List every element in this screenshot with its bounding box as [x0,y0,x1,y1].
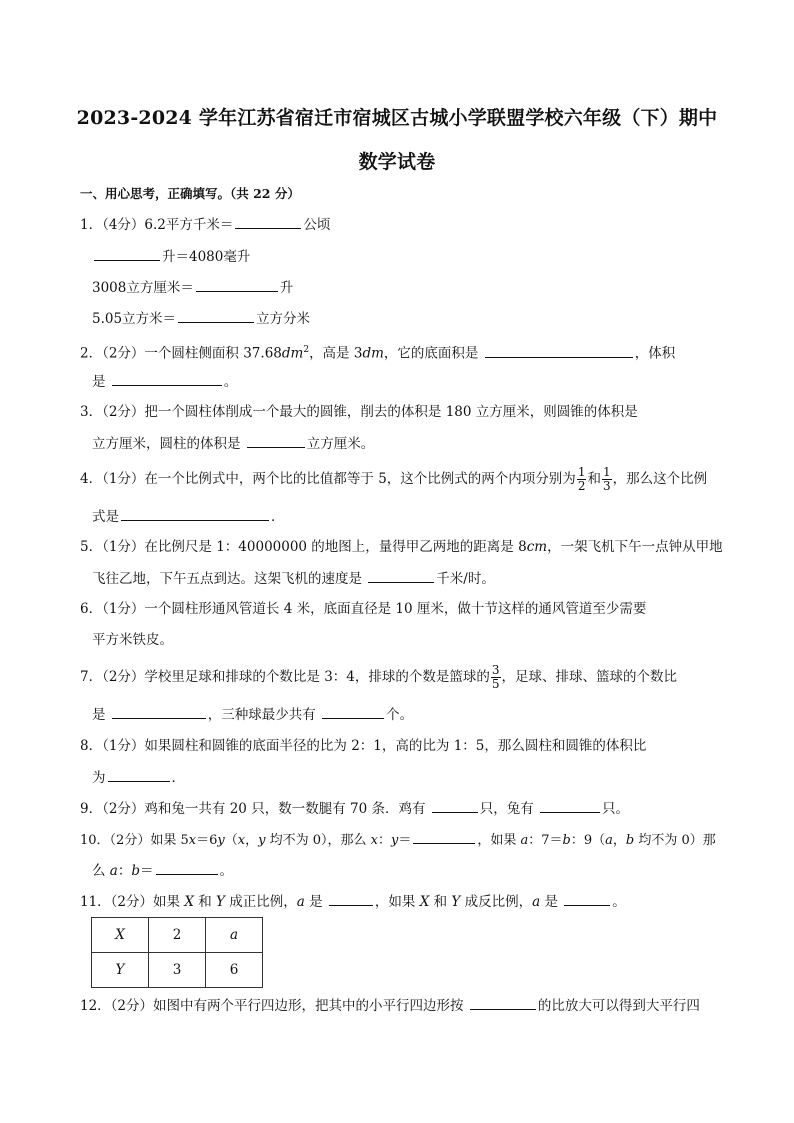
question-3-line1: 3．（2分）把一个圆柱体削成一个最大的圆锥，削去的体积是 180 立方厘米，则圆锥的体积是 [80,404,638,420]
q10-text-j: ：9（ [570,833,606,848]
q10-text-g: ＝ [398,833,412,848]
q10-text-f: ： [377,833,391,848]
question-4-line2 [92,506,285,527]
q12-text-b: 的比放大可以得到大平行四 [537,998,700,1014]
q11-text-g: 成反比例， [460,894,533,910]
q10-var-b: b [562,833,571,848]
q9-text-b: 只，兔有 [479,801,534,817]
table-row [92,953,263,988]
q1-text-e: 升 [279,280,294,296]
q2-text-b: ，高是 3 [309,345,363,362]
table-cell: Y [92,953,149,988]
table-cell: 3 [149,953,206,988]
q11-text-i: 。 [612,894,626,910]
q10-var-b3: b [131,863,141,879]
q4-text-d: ． [271,509,285,525]
q2-text-f: 。 [223,374,238,390]
q11-blank-2[interactable] [564,891,610,906]
q10-text-d: ， [245,833,259,848]
q1-blank-3[interactable] [196,277,278,292]
table-cell: 2 [149,918,206,953]
q1-blank-1[interactable] [235,214,301,229]
question-8-line1: 8．（1分）如果圆柱和圆锥的底面半径的比为 2：1，高的比为 1：5，那么圆柱和圆锥的体积比 [80,738,647,754]
q4-blank[interactable] [121,506,269,521]
q11-text-a: 11．（2分）如果 [80,894,185,910]
q3-text-b: 立方厘米，圆柱的体积是 [92,436,241,452]
q4-text-c: 式是 [92,509,119,525]
q4-text-b: ，那么这个比例 [612,471,708,487]
section-heading-1: 一、用心思考，正确填写。（共 22 分） [80,186,300,201]
q11-text-e: ，如果 [374,894,420,910]
q2-unit-dm-2: dm [362,345,384,362]
q7-blank-2[interactable] [322,704,384,719]
q10-var-x2: x [237,833,246,848]
q10-text-c: （ [224,833,238,848]
q10-var-a2: a [605,833,613,848]
q5-text-c: 飞往乙地，下午五点到达。这架飞机的速度是 [92,571,362,587]
q1-text-b: 公顷 [303,217,331,233]
q12-blank[interactable] [470,995,536,1010]
q11-var-X2: X [419,894,430,910]
q8-text-b: 为 [92,770,106,786]
q9-blank-1[interactable] [432,798,478,813]
q2-text-c: ，它的底面积是 [383,345,479,362]
q9-blank-2[interactable] [540,798,600,813]
q3-blank[interactable] [247,433,305,448]
q5-blank[interactable] [368,568,434,583]
q10-text-e: 均不为 0），那么 [265,833,371,848]
q11-var-Y: Y [216,894,225,910]
q5-text-a: 5．（1分）在比例尺是 1：40000000 的地图上，量得甲乙两地的距离是 8 [80,539,527,555]
q10-blank-2[interactable] [156,860,218,875]
q11-var-X: X [184,894,194,910]
question-6-line1: 6．（1分）一个圆柱形通风管道长 4 米，底面直径是 10 厘米，做十节这样的通风管道至少需要 [80,601,647,617]
q10-text-i: ：7＝ [528,833,563,848]
table-row [92,918,263,953]
exam-title-line2: 数学试卷 [358,151,436,173]
q1-text-c: 升＝4080毫升 [162,249,251,265]
table-cell: a [206,918,263,953]
q11-text-c: 成正比例， [224,894,297,910]
q1-text-a: 1．（4分）6.2平方千米＝ [80,217,234,233]
q11-var-a: a [296,894,305,910]
q11-text-f: 和 [429,894,452,910]
question-10-line2 [92,860,233,881]
q5-text-d: 千米/时。 [436,571,495,587]
question-5-line1 [80,537,723,557]
q10-text-h: ，如果 [477,833,521,848]
q9-text-c: 只。 [602,801,630,817]
q10-var-x: x [188,833,197,848]
q10-text-l: 均不为 0）那 [634,833,716,848]
question-12-line1 [80,995,700,1016]
q4-fraction-1: $\frac{1}{2}$ [577,465,586,493]
q11-table [91,917,263,988]
q2-text-a: 2．（2分）一个圆柱侧面积 37.68 [80,345,282,362]
q1-text-f: 5.05立方米＝ [92,311,177,327]
q7-text-c: 是 [92,707,106,723]
q4-fraction-2: $\frac{1}{3}$ [602,465,611,493]
q11-text-b: 和 [193,894,217,910]
question-6-line2: 平方米铁皮。 [92,632,173,648]
q11-var-a2: a [532,894,541,910]
table-cell: X [92,918,149,953]
q3-text-c: 立方厘米。 [306,436,375,452]
question-4-line1 [80,466,707,493]
q8-blank[interactable] [108,767,170,782]
q10-var-a3: a [109,863,118,879]
question-7-line1 [80,664,677,691]
q5-text-b: ，一架飞机下午一点钟从甲地 [547,539,723,555]
q8-text-c: ． [171,770,185,786]
q10-var-y: y [217,833,225,848]
q7-text-d: ，三种球最少共有 [207,707,316,723]
q10-blank-1[interactable] [413,829,475,844]
q10-text-n: ： [117,863,132,879]
q10-var-y2: y [258,833,266,848]
question-3-line2 [92,433,374,454]
q7-text-a: 7．（2分）学校里足球和排球的个数比是 3：4，排球的个数是篮球的 [80,669,490,685]
question-1-line3 [92,277,293,298]
q2-unit-sup: 2 [303,345,310,355]
q2-unit-dm: dm [281,345,304,362]
q7-blank-1[interactable] [112,704,206,719]
question-2-line2 [92,371,237,392]
q1-text-g: 立方分米 [256,311,311,327]
q2-text-d: ，体积 [634,345,676,362]
question-11-line1 [80,891,626,912]
q7-text-b: ，足球、排球、篮球的个数比 [501,669,678,685]
q11-text-h: 是 [540,894,558,910]
q1-blank-4[interactable] [178,308,254,323]
q10-text-a: 10．（2分）如果 5 [80,833,189,848]
q11-text-d: 是 [304,894,323,910]
question-1-line1 [80,214,330,235]
exam-title-line1: 2023-2024 学年江苏省宿迁市宿城区古城小学联盟学校六年级（下）期中 [76,107,718,129]
question-1-line2 [92,246,250,267]
q9-text-a: 9．（2分）鸡和兔一共有 20 只，数一数腿有 70 条．鸡有 [80,801,426,817]
question-1-line4 [92,308,310,329]
question-10-line1 [80,829,716,851]
q5-unit-cm: cm [526,539,548,555]
q10-var-a: a [520,833,529,848]
q10-text-m: 么 [92,863,110,879]
table-cell: 6 [206,953,263,988]
q11-blank-1[interactable] [329,891,373,906]
question-8-line2 [92,767,185,788]
q1-blank-2[interactable] [94,246,160,261]
q10-text-b: ＝6 [196,833,218,848]
q10-text-p: 。 [219,863,234,879]
q10-text-k: ， [612,833,626,848]
question-7-line2 [92,704,413,725]
q4-text-and: 和 [587,471,601,487]
q10-var-y3: y [390,833,399,848]
q7-text-e: 个。 [386,707,414,723]
q12-text-a: 12．（2分）如图中有两个平行四边形，把其中的小平行四边形按 [80,998,464,1014]
q2-blank-2[interactable] [112,371,222,386]
q10-var-b2: b [625,833,635,848]
q10-text-o: ＝ [140,863,154,879]
question-5-line2 [92,568,495,589]
question-2-line1 [80,340,675,364]
q10-var-x3: x [370,833,378,848]
q2-blank-1[interactable] [485,343,633,358]
q1-text-d: 3008立方厘米＝ [92,280,194,296]
q7-fraction: $\frac{3}{5}$ [491,663,500,691]
q11-var-Y2: Y [451,894,461,910]
q2-text-e: 是 [92,374,106,390]
q4-text-a: 4．（1分）在一个比例式中，两个比的比值都等于 5，这个比例式的两个内项分别为 [80,471,576,487]
question-9-line1 [80,798,629,819]
